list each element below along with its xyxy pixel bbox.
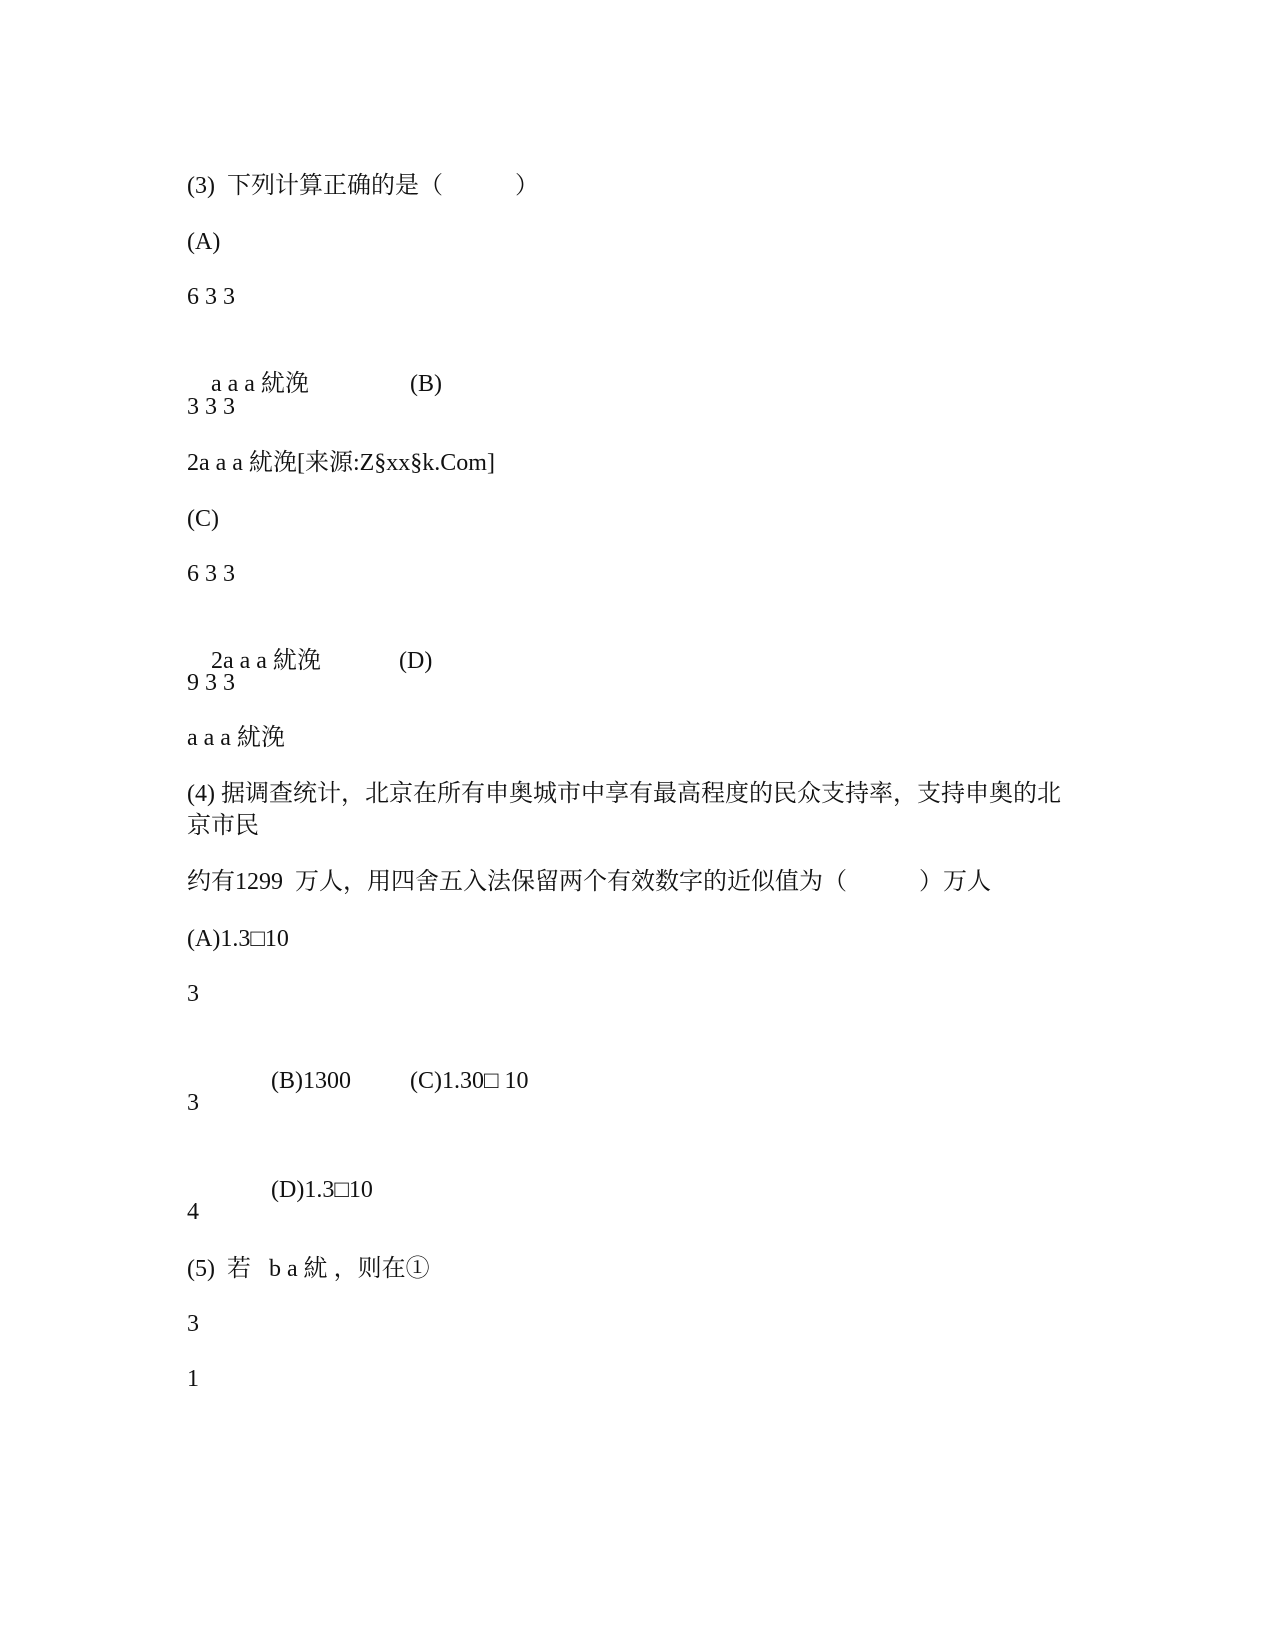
- question-4-option-c-exponent: 3: [187, 1090, 199, 1116]
- question-5-line-3: 1: [187, 1366, 199, 1392]
- question-4-stem-line-1: (4) 据调查统计，北京在所有申奥城市中享有最高程度的民众支持率，支持申奥的北京市民: [187, 781, 1061, 839]
- question-4-option-d-exponent: 4: [187, 1199, 199, 1225]
- question-3-option-c-exponents: 6 3 3: [187, 561, 235, 587]
- question-3-option-d-exponents: 9 3 3: [187, 670, 235, 696]
- question-3-stem: (3) 下列计算正确的是（ ）: [187, 173, 539, 199]
- question-3-option-a-label: (A): [187, 229, 221, 255]
- question-3-option-c-expression: 2a a a 紌浼: [211, 648, 321, 674]
- question-4-stem-line-2: 约有1299 万人，用四舍五入法保留两个有效数字的近似值为（ ）万人: [187, 869, 991, 895]
- question-4-option-c: (C)1.30□ 10: [410, 1068, 529, 1094]
- question-3-option-b-label: (B): [410, 371, 442, 397]
- question-3-option-d-label: (D): [399, 648, 433, 674]
- question-4-option-d: (D)1.3□10: [271, 1177, 373, 1203]
- question-3-option-b-exponents: 3 3 3: [187, 394, 235, 420]
- question-3-option-a-exponents: 6 3 3: [187, 284, 235, 310]
- question-3-option-a-expression: a a a 紌浼: [211, 371, 309, 397]
- question-5-line-2: 3: [187, 1311, 199, 1337]
- question-4-row-b-c: [187, 1033, 529, 1129]
- question-4-option-a-exponent: 3: [187, 981, 199, 1007]
- question-4-row-d: [187, 1142, 373, 1238]
- question-4-option-a: (A)1.3□10: [187, 926, 289, 952]
- question-3-option-c-label: (C): [187, 506, 219, 532]
- question-3-option-d-expression: a a a 紌浼: [187, 725, 285, 751]
- question-3-option-b-expression: 2a a a 紌浼[来源:Z§xx§k.Com]: [187, 450, 495, 476]
- question-5-stem: (5) 若 b a 紌 ，则在①: [187, 1256, 430, 1282]
- question-4-option-b: (B)1300: [271, 1068, 351, 1094]
